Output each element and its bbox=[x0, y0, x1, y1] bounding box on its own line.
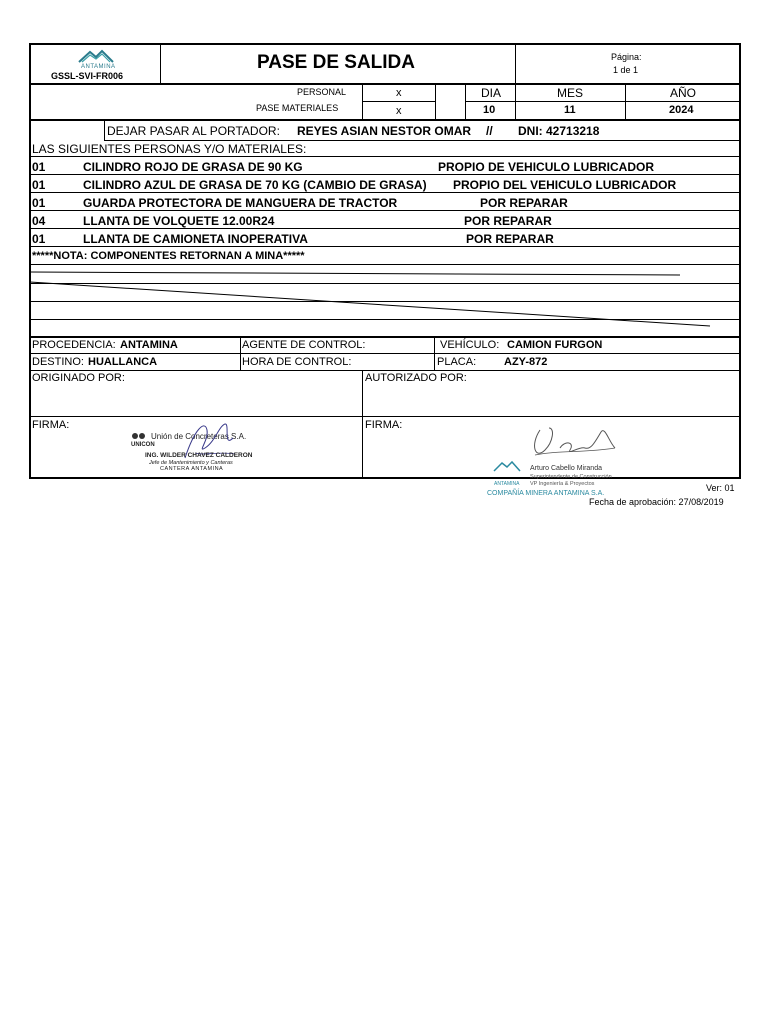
divider bbox=[29, 353, 741, 354]
year-value: 2024 bbox=[669, 104, 694, 116]
firma-left-label: FIRMA: bbox=[32, 419, 70, 431]
unicon-logo-icon bbox=[130, 430, 150, 442]
stamp-left-site: CANTERA ANTAMINA bbox=[160, 466, 224, 472]
stamp-right-dept: Superintendente de Construcción bbox=[530, 474, 612, 480]
item-note: POR REPARAR bbox=[464, 214, 552, 228]
procedencia-label: PROCEDENCIA: bbox=[32, 339, 116, 351]
placa-value: AZY-872 bbox=[504, 356, 548, 368]
destino-value: HUALLANCA bbox=[88, 356, 158, 368]
placa-label: PLACA: bbox=[437, 356, 477, 368]
signature-right bbox=[525, 420, 620, 465]
vehiculo-label: VEHÍCULO: bbox=[440, 339, 500, 351]
divider bbox=[434, 337, 435, 371]
divider bbox=[362, 371, 363, 478]
page-label: Página: bbox=[611, 52, 642, 62]
day-label: DIA bbox=[481, 86, 502, 100]
item-qty: 01 bbox=[32, 196, 46, 210]
stamp-right-company: COMPAÑÍA MINERA ANTAMINA S.A. bbox=[487, 490, 605, 497]
year-label: AÑO bbox=[670, 86, 697, 100]
item-desc: GUARDA PROTECTORA DE MANGUERA DE TRACTOR bbox=[83, 196, 398, 210]
item-desc: CILINDRO ROJO DE GRASA DE 90 KG bbox=[83, 160, 303, 174]
item-qty: 01 bbox=[32, 160, 46, 174]
items-header: LAS SIGUIENTES PERSONAS Y/O MATERIALES: bbox=[32, 142, 307, 156]
item-desc: LLANTA DE VOLQUETE 12.00R24 bbox=[83, 214, 275, 228]
destino-label: DESTINO: bbox=[32, 356, 84, 368]
antamina-stamp-logo-icon bbox=[492, 460, 522, 472]
divider bbox=[240, 337, 241, 371]
bearer-dni: DNI: 42713218 bbox=[518, 124, 600, 138]
stamp-left-name: ING. WILDER CHAVEZ CALDERON bbox=[145, 452, 253, 459]
item-note: POR REPARAR bbox=[480, 196, 568, 210]
note-line: *****NOTA: COMPONENTES RETORNAN A MINA***** bbox=[32, 250, 305, 262]
stamp-right-vp: VP Ingeniería & Proyectos bbox=[530, 481, 595, 487]
item-desc: LLANTA DE CAMIONETA INOPERATIVA bbox=[83, 232, 308, 246]
form-border-bottom bbox=[29, 477, 741, 479]
procedencia-value: ANTAMINA bbox=[120, 339, 178, 351]
originado-label: ORIGINADO POR: bbox=[32, 372, 125, 384]
item-desc: CILINDRO AZUL DE GRASA DE 70 KG (CAMBIO DE GRASA) bbox=[83, 178, 427, 192]
month-label: MES bbox=[557, 86, 584, 100]
personal-label: PERSONAL bbox=[297, 87, 347, 97]
stamp-left-role: Jefe de Mantenimiento y Canteras bbox=[149, 460, 233, 466]
approval-date: Fecha de aprobación: 27/08/2019 bbox=[589, 497, 724, 507]
page-title: PASE DE SALIDA bbox=[257, 52, 416, 73]
materials-label: PASE MATERIALES bbox=[256, 103, 339, 113]
form-code: GSSL-SVI-FR006 bbox=[51, 71, 124, 81]
stamp-right-name: Arturo Cabello Miranda bbox=[530, 465, 602, 472]
stamp-left-company: Unión de Concreteras S.A. bbox=[151, 432, 247, 441]
stamp-right-logo: ANTAMINA bbox=[494, 481, 520, 487]
page-value: 1 de 1 bbox=[613, 65, 639, 75]
logo-text: ANTAMINA bbox=[81, 64, 116, 70]
bearer-label: DEJAR PASAR AL PORTADOR: bbox=[107, 124, 280, 138]
item-note: POR REPARAR bbox=[466, 232, 554, 246]
item-note: PROPIO DE VEHICULO LUBRICADOR bbox=[438, 160, 655, 174]
materials-mark: x bbox=[396, 105, 402, 117]
vehiculo-value: CAMION FURGON bbox=[507, 339, 603, 351]
month-value: 11 bbox=[564, 104, 576, 116]
bearer-name: REYES ASIAN NESTOR OMAR bbox=[297, 124, 472, 138]
bearer-separator: // bbox=[486, 124, 493, 138]
divider bbox=[29, 370, 741, 371]
personal-mark: x bbox=[396, 87, 402, 99]
item-qty: 01 bbox=[32, 178, 46, 192]
agente-label: AGENTE DE CONTROL: bbox=[242, 339, 366, 351]
firma-right-label: FIRMA: bbox=[365, 419, 403, 431]
version: Ver: 01 bbox=[706, 483, 735, 493]
item-note: PROPIO DEL VEHICULO LUBRICADOR bbox=[453, 178, 677, 192]
hora-label: HORA DE CONTROL: bbox=[242, 356, 352, 368]
divider bbox=[29, 416, 741, 417]
autorizado-label: AUTORIZADO POR: bbox=[365, 372, 467, 384]
stamp-left-brand: UNICON bbox=[131, 442, 155, 448]
item-qty: 04 bbox=[32, 214, 46, 228]
item-qty: 01 bbox=[32, 232, 46, 246]
day-value: 10 bbox=[483, 104, 496, 116]
